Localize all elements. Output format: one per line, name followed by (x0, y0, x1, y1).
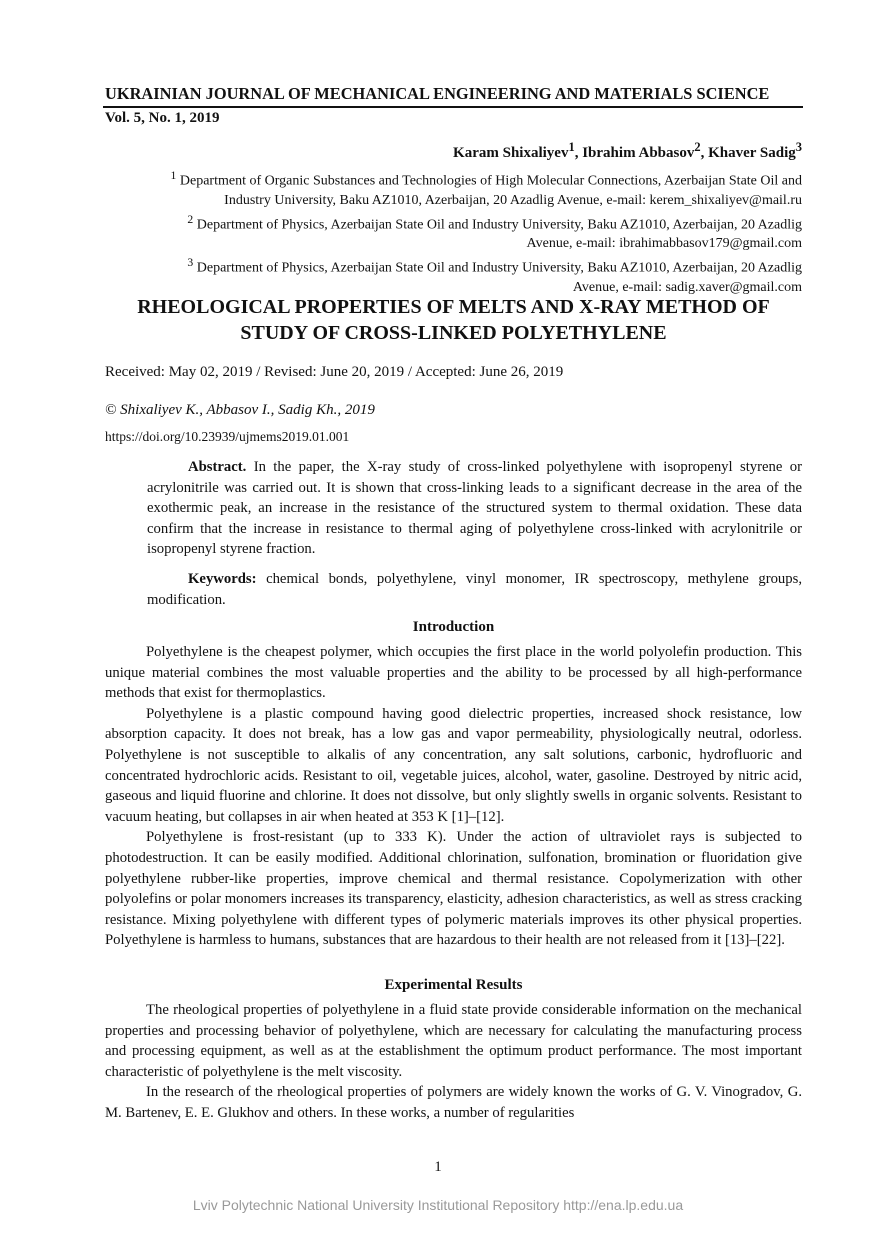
journal-title: UKRAINIAN JOURNAL OF MECHANICAL ENGINEERING AND MATERIALS SCIENCE (105, 84, 770, 103)
affiliation-line: $^3$ Department of Physics, Azerbaijan State Oil and Industry University, Baku AZ1010, Azerbaijan, 20 Azadlig (187, 256, 802, 276)
repository-footer: Lviv Polytechnic National University Institutional Repository http://ena.lp.edu.ua (192, 1197, 684, 1213)
affiliation-line: Avenue, e-mail: sadig.xaver@gmail.com (572, 279, 802, 295)
paragraph: In the research of the rheological properties of polymers are widely known the works of G. V. Vinogradov, G. M. Bartenev, E. E. Glukhov and others. In these works, a number of regularities (105, 1084, 802, 1121)
abstract-text: In the paper, the X-ray study of cross-linked polyethylene with isopropenyl styrene or acrylonitrile was carried out. It is shown that cross-linking leads to a significant decrease in the area of the exothermic peak, an increase in the resistance of the structured system to thermal oxidation. These data confirm that the increase in resistance to thermal aging of polyethylene cross-linked with acrylonitrile or isopropenyl styrene fraction. (147, 459, 802, 558)
header-rule (103, 106, 803, 108)
copyright-line: © Shixaliyev K., Abbasov I., Sadig Kh., 2019 (105, 402, 375, 418)
author-separator: , (574, 145, 583, 161)
author-name: Khaver Sadig (708, 145, 796, 161)
author-separator: , (700, 145, 709, 161)
paragraph: Polyethylene is the cheapest polymer, which occupies the first place in the world polyolefin production. This unique material combines the most valuable properties and the ability to be processed by all high-performance methods that exist for thermoplastics. (105, 644, 802, 702)
volume-info: Vol. 5, No. 1, 2019 (105, 110, 220, 126)
paragraph: The rheological properties of polyethylene in a fluid state provide considerable information on the mechanical properties and processing behavior of polyethylene, which are necessary for calculating the manufacturing process and processing equipment, as well as at the establishment the optimum product performance. The most important characteristic of polyethylene is the melt viscosity. (105, 1002, 802, 1080)
paper-title-line: RHEOLOGICAL PROPERTIES OF MELTS AND X-RAY METHOD OF (137, 296, 770, 318)
affiliation-line: Industry University, Baku AZ1010, Azerbaijan, 20 Azadlig Avenue, e-mail: kerem_shixaliyev@mail.ru (224, 192, 802, 208)
author-name: Ibrahim Abbasov (582, 145, 695, 161)
keywords-block (147, 569, 802, 610)
keywords-text: chemical bonds, polyethylene, vinyl monomer, IR spectroscopy, methylene groups, modification. (147, 571, 802, 608)
introduction-body (105, 642, 802, 951)
keywords-label: Keywords: (188, 571, 257, 587)
paragraph: Polyethylene is a plastic compound having good dielectric properties, increased shock resistance, low absorption capacity. It does not break, has a low gas and vapor permeability, physiologically neutral, odorless. Polyethylene is not susceptible to alkalis of any concentration, any salt solutions, carbonic, hydrofluoric and concentrated hydrochloric acids. Resistant to oil, vegetable juices, alcohol, water, gasoline. Destroyed by nitric acid, gaseous and liquid fluorine and chlorine. It does not dissolve, but only slightly swells in organic solvents. Resistant to vacuum heating, but collapses in air when heated at 353 K [1]–[12]. (105, 705, 802, 825)
paper-title-line: STUDY OF CROSS-LINKED POLYETHYLENE (240, 322, 667, 344)
author-list (453, 140, 802, 162)
author-superscript: 3 (795, 140, 802, 154)
abstract-label: Abstract. (188, 459, 247, 475)
abstract-block (147, 457, 802, 560)
affiliation-line: Avenue, e-mail: ibrahimabbasov179@gmail.com (526, 236, 802, 252)
page-number: 1 (434, 1159, 442, 1175)
author-superscript: 2 (694, 140, 701, 154)
section-heading-introduction: Introduction (412, 619, 495, 635)
affiliations (105, 166, 802, 297)
section-heading-results: Experimental Results (384, 977, 523, 993)
author-superscript: 1 (568, 140, 575, 154)
paper-title (105, 294, 802, 346)
affiliation-line: $^2$ Department of Physics, Azerbaijan State Oil and Industry University, Baku AZ1010, Azerbaijan, 20 Azadlig (187, 212, 802, 233)
affiliation-line: $^1$ Department of Organic Substances and Technologies of High Molecular Connections, Azerbaijan State Oil and (170, 169, 802, 189)
received-dates: Received: May 02, 2019 / Revised: June 20, 2019 / Accepted: June 26, 2019 (105, 364, 564, 380)
results-body (105, 1000, 802, 1124)
author-name: Karam Shixaliyev (453, 145, 569, 161)
paragraph: Polyethylene is frost-resistant (up to 333 K). Under the action of ultraviolet rays is subjected to photodestruction. It can be easily modified. Additional chlorination, sulfonation, bromination or fluoridation give polyethylene rubber-like properties, improve chemical and thermal resistance. Copolymerization with other polyolefins or polar monomers increases its transparency, elasticity, adhesion characteristics, as well as stress cracking resistance. Mixing polyethylene with different types of polymeric materials improves its other physical properties. Polyethylene is harmless to humans, substances that are hazardous to their health are not released from it [13]–[22]. (105, 829, 802, 949)
doi-link[interactable]: https://doi.org/10.23939/ujmems2019.01.001 (105, 429, 350, 444)
